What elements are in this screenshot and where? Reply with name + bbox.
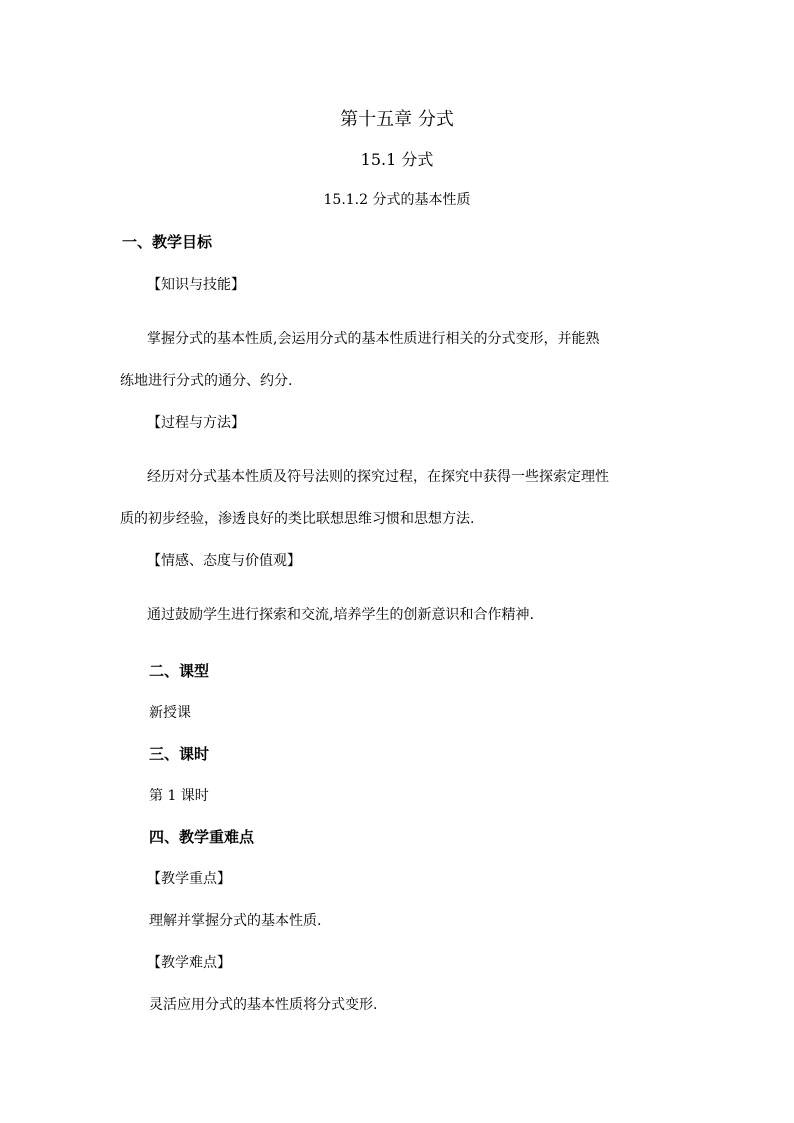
- process-methods-text-line2: 质的初步经验，渗透良好的类比联想思维习惯和思想方法.: [120, 511, 475, 527]
- emotion-values-text: 通过鼓励学生进行探索和交流,培养学生的创新意识和合作精神.: [147, 607, 534, 623]
- class-hours-heading: 三、课时: [149, 745, 210, 763]
- teaching-focus-label: 【教学重点】: [147, 871, 231, 887]
- lesson-type-text: 新授课: [149, 705, 191, 721]
- class-hours-text: 第 1 课时: [149, 788, 209, 804]
- process-methods-text-line1: 经历对分式基本性质及符号法则的探究过程，在探究中获得一些探索定理性: [147, 469, 609, 485]
- knowledge-skills-text-line2: 练地进行分式的通分、约分.: [120, 373, 293, 389]
- subsection-title: 15.1.2 分式的基本性质: [323, 192, 471, 208]
- process-methods-label: 【过程与方法】: [147, 415, 245, 431]
- lesson-type-heading: 二、课型: [149, 662, 210, 680]
- chapter-title: 第十五章 分式: [340, 109, 454, 130]
- emotion-values-label: 【情感、态度与价值观】: [147, 553, 301, 569]
- teaching-difficulty-label: 【教学难点】: [147, 955, 231, 971]
- objectives-heading: 一、教学目标: [122, 233, 213, 251]
- teaching-difficulty-text: 灵活应用分式的基本性质将分式变形.: [149, 997, 378, 1013]
- knowledge-skills-text-line1: 掌握分式的基本性质,会运用分式的基本性质进行相关的分式变形，并能熟: [147, 331, 600, 347]
- knowledge-skills-label: 【知识与技能】: [147, 277, 245, 293]
- section-title: 15.1 分式: [360, 150, 434, 169]
- key-points-heading: 四、教学重难点: [149, 828, 255, 846]
- teaching-focus-text: 理解并掌握分式的基本性质.: [149, 913, 322, 929]
